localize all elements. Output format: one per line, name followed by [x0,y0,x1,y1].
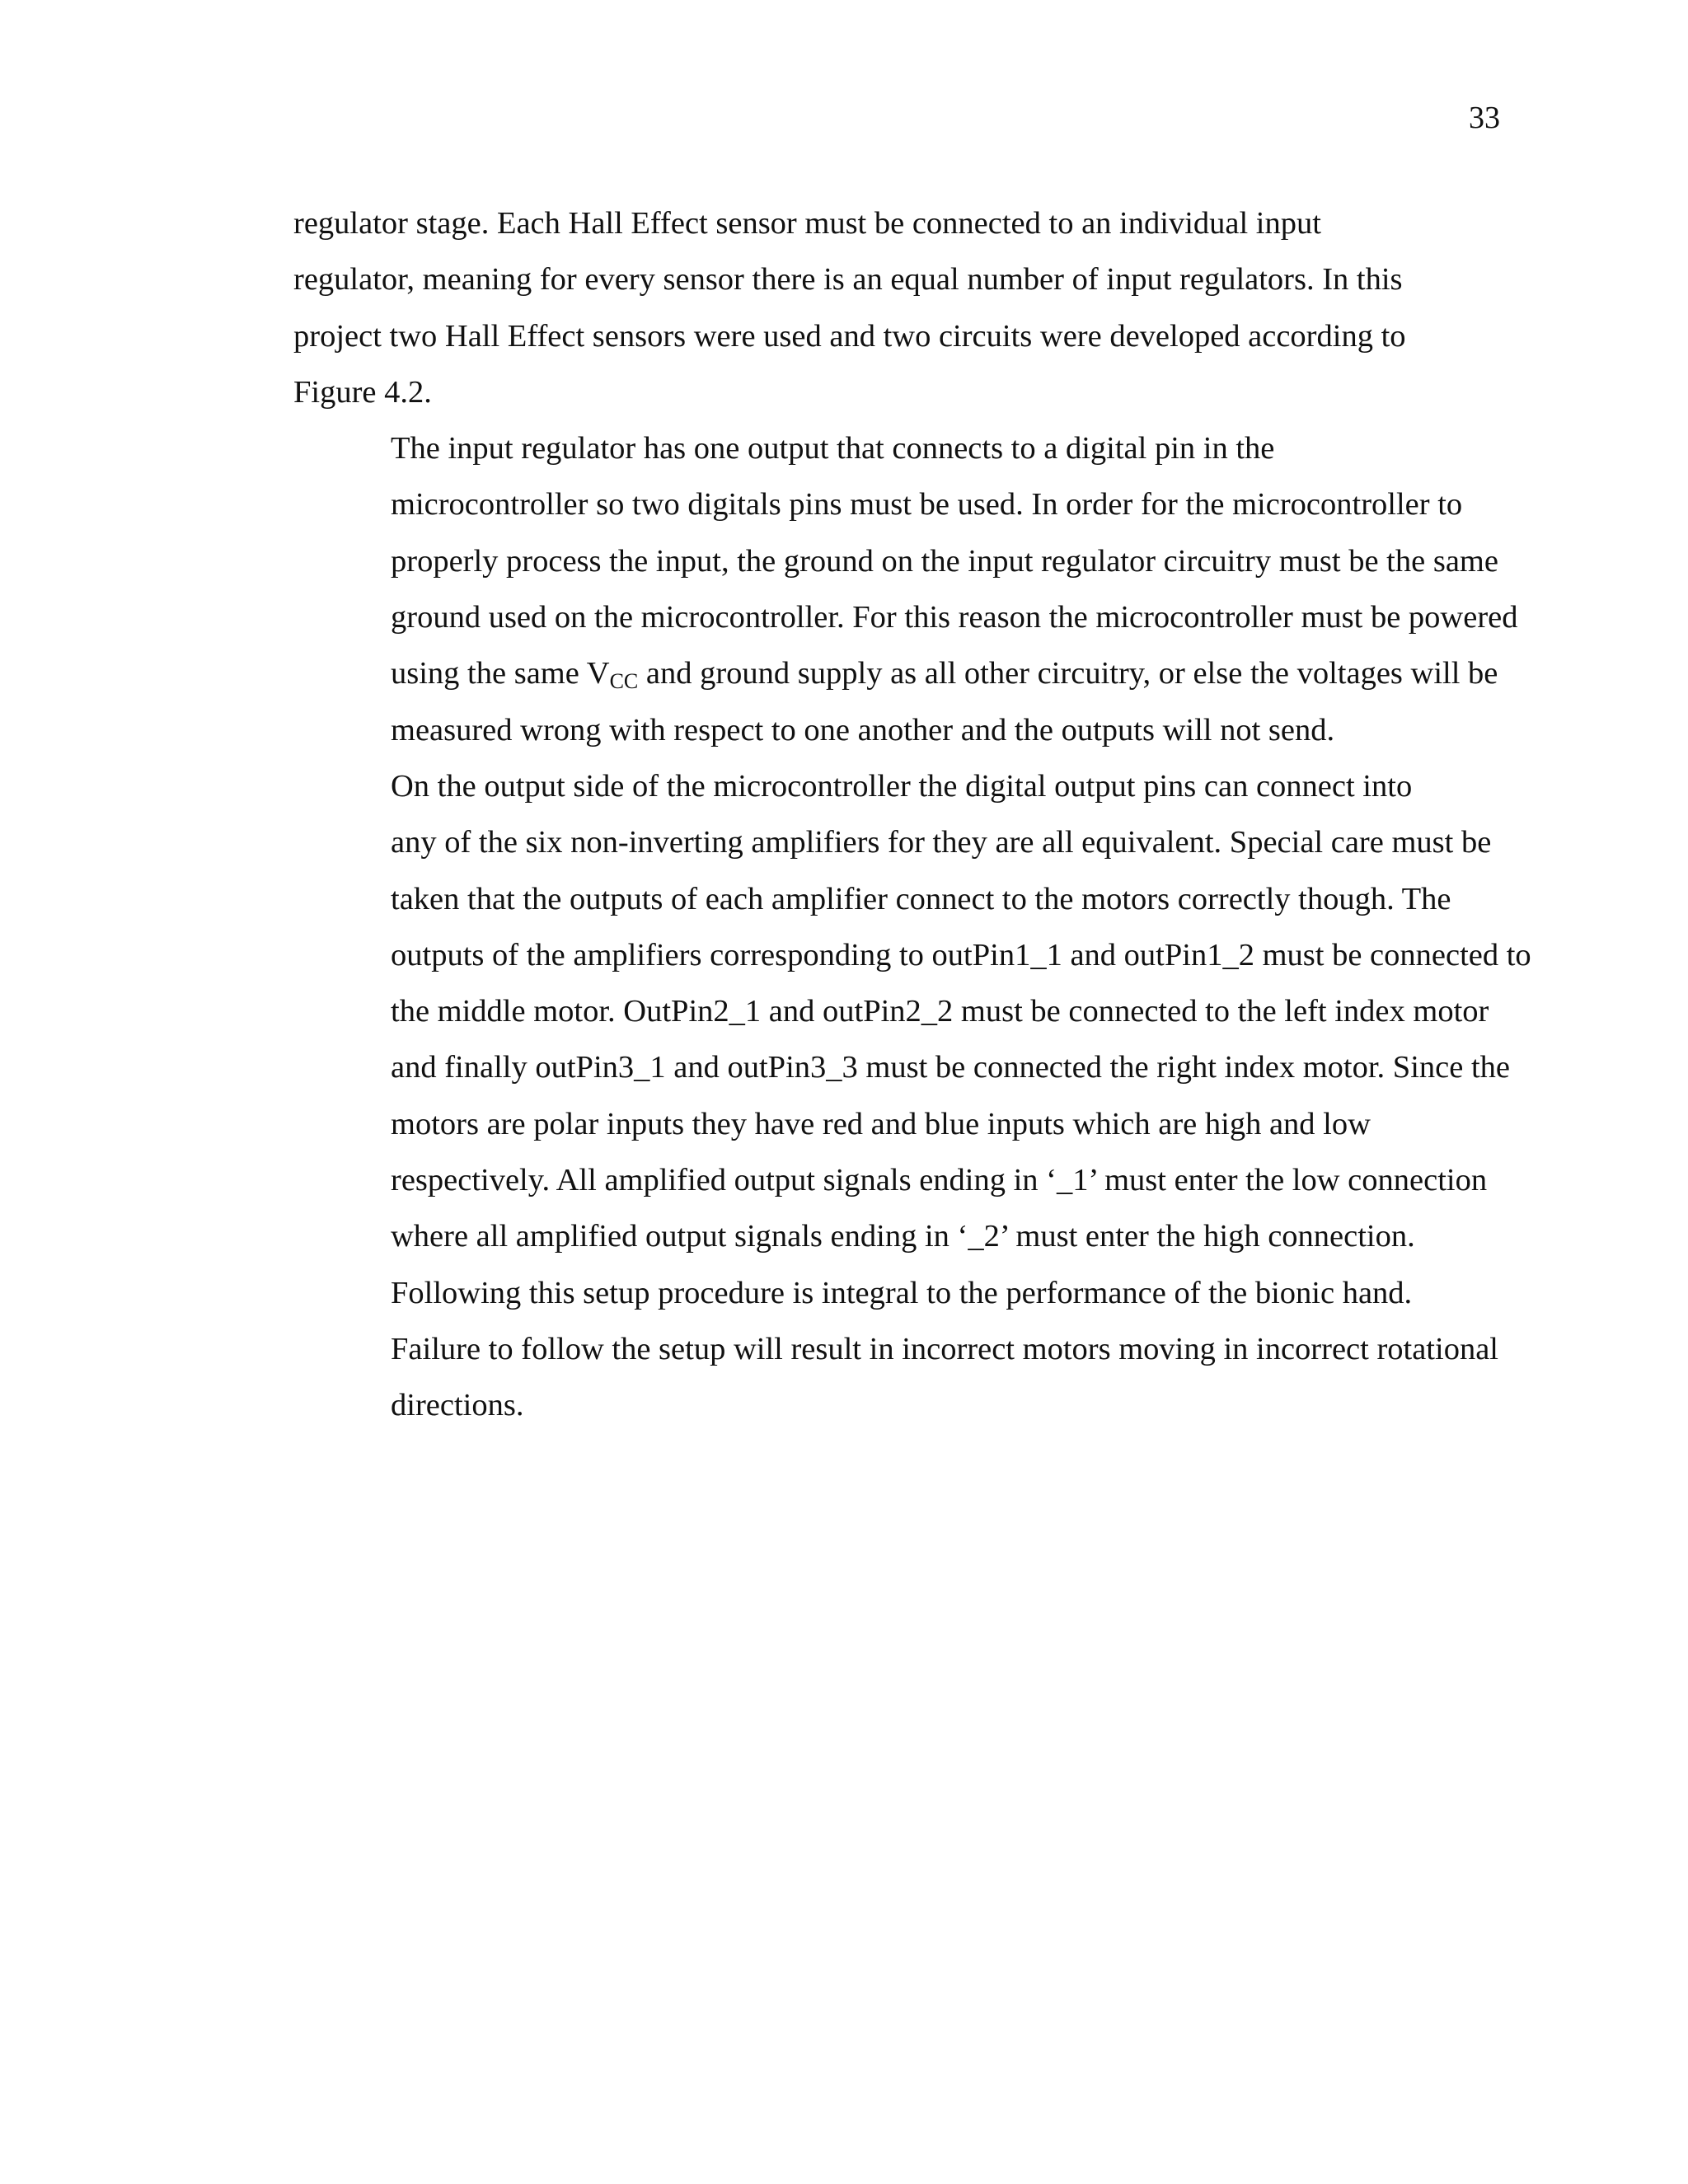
paragraph-2 [293,420,1518,758]
text-line: project two Hall Effect sensors were used and two circuits were developed according to [293,318,1406,354]
vcc-text-line [293,645,1510,701]
text-line: taken that the outputs of each amplifier connect to the motors correctly though. The [391,881,1451,916]
text-line: Failure to follow the setup will result in incorrect motors moving in incorrect rotational [391,1331,1498,1366]
text-line: regulator stage. Each Hall Effect sensor must be connected to an individual input [293,206,1321,241]
paragraph-3 [293,758,1531,1265]
text-line: Figure 4.2. [293,374,432,410]
text-line: ground used on the microcontroller. For this reason the microcontroller must be powered [391,600,1518,635]
text-segment: and ground supply as all other circuitry, or else the voltages will be [638,656,1498,691]
paragraph-4 [293,1265,1510,1434]
text-segment: using the same V [391,656,610,691]
text-line: On the output side of the microcontroller the digital output pins can connect into [391,768,1413,804]
text-line: and finally outPin3_1 and outPin3_3 must be connected the right index motor. Since the [391,1050,1510,1085]
body-text [293,195,1531,1434]
text-line: where all amplified output signals ending in ‘_2’ must enter the high connection. [391,1219,1415,1254]
text-line: regulator, meaning for every sensor there is an equal number of input regulators. In this [293,262,1403,298]
page-number: 33 [1469,101,1500,135]
text-line: directions. [391,1388,524,1423]
text-line: respectively. All amplified output signals ending in ‘_1’ must enter the low connection [391,1163,1488,1198]
text-line: measured wrong with respect to one another and the outputs will not send. [391,712,1335,748]
paragraph-1 [293,195,1510,420]
text-line: the middle motor. OutPin2_1 and outPin2_2 must be connected to the left index motor [391,994,1489,1029]
text-line: The input regulator has one output that connects to a digital pin in the [391,431,1275,466]
vcc-subscript: CC [609,669,639,694]
text-line: motors are polar inputs they have red and blue inputs which are high and low [391,1106,1371,1141]
text-line: Following this setup procedure is integral to the performance of the bionic hand. [391,1275,1413,1310]
text-line: microcontroller so two digitals pins must be used. In order for the microcontroller to [391,487,1463,523]
text-line: properly process the input, the ground on the input regulator circuitry must be the same [391,543,1498,579]
text-line: outputs of the amplifiers corresponding to outPin1_1 and outPin1_2 must be connected to [391,937,1531,972]
text-line: any of the six non-inverting amplifiers for they are all equivalent. Special care must be [391,825,1492,860]
